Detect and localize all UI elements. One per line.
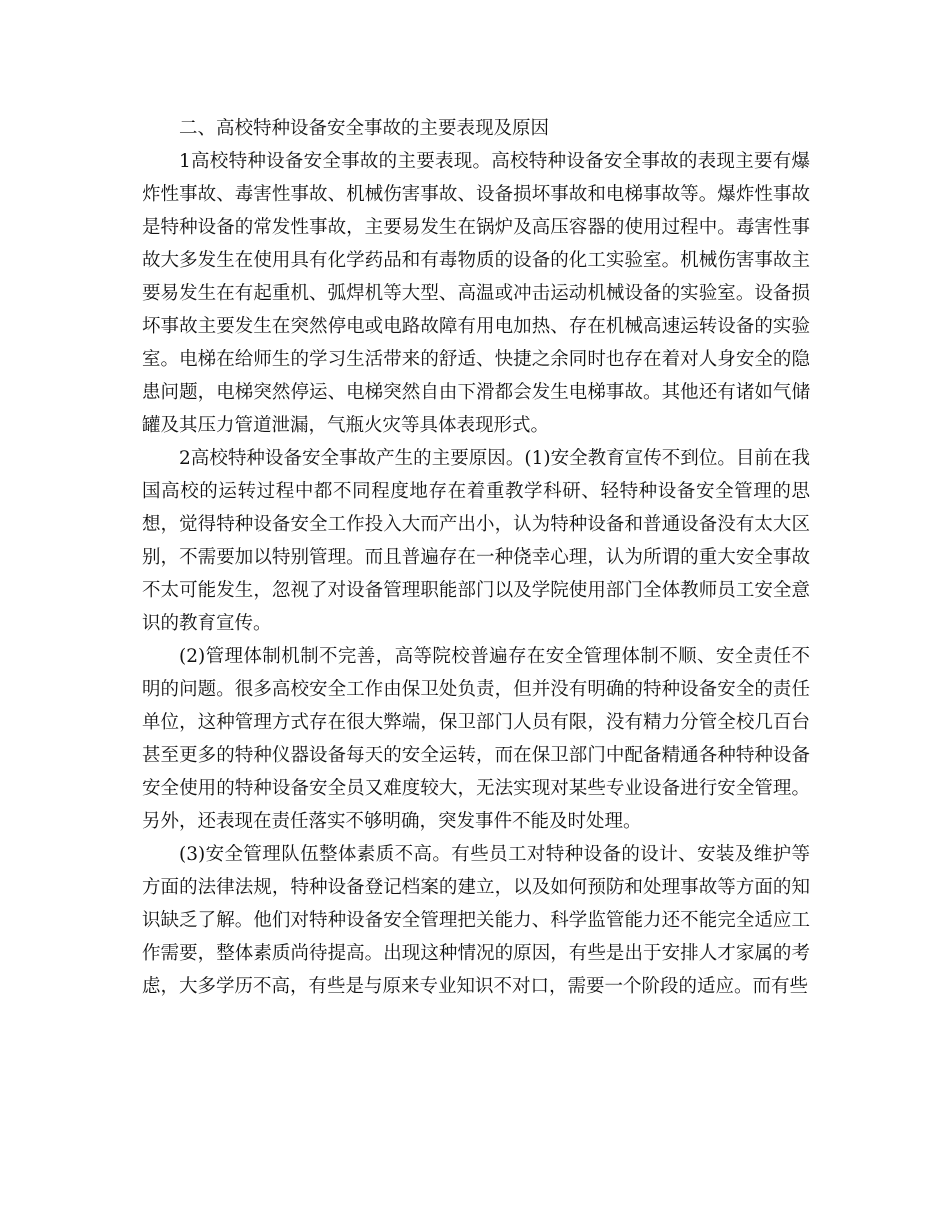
document-page [142, 112, 810, 1003]
paragraph-causes-management: (2)管理体制机制不完善，高等院校普遍存在安全管理体制不顺、安全责任不明的问题。很多高校安全工作由保卫处负责，但并没有明确的特种设备安全的责任单位，这种管理方式存在很大弊端，保卫部门人员有限，没有精力分管全校几百台甚至更多的特种仪器设备每天的安全运转，而在保卫部门中配备精通各种特种设备安全使用的特种设备安全员又难度较大，无法实现对某些专业设备进行安全管理。另外，还表现在责任落实不够明确，突发事件不能及时处理。 [142, 646, 810, 832]
paragraph-manifestations: 1高校特种设备安全事故的主要表现。高校特种设备安全事故的表现主要有爆炸性事故、毒害性事故、机械伤害事故、设备损坏事故和电梯事故等。爆炸性事故是特种设备的常发性事故，主要易发生在锅炉及高压容器的使用过程中。毒害性事故大多发生在使用具有化学药品和有毒物质的设备的化工实验室。机械伤害事故主要易发生在有起重机、弧焊机等大型、高温或冲击运动机械设备的实验室。设备损坏事故主要发生在突然停电或电路故障有用电加热、存在机械高速运转设备的实验室。电梯在给师生的学习生活带来的舒适、快捷之余同时也存在着对人身安全的隐患问题，电梯突然停运、电梯突然自由下滑都会发生电梯事故。其他还有诸如气储罐及其压力管道泄漏，气瓶火灾等具体表现形式。 [142, 151, 810, 436]
paragraph-causes-staff-quality: (3)安全管理队伍整体素质不高。有些员工对特种设备的设计、安装及维护等方面的法律法规，特种设备登记档案的建立，以及如何预防和处理事故等方面的知识缺乏了解。他们对特种设备安全管理把关能力、科学监管能力还不能完全适应工作需要，整体素质尚待提高。出现这种情况的原因，有些是出于安排人才家属的考虑，大多学历不高，有些是与原来专业知识不对口，需要一个阶段的适应。而有些 [142, 844, 810, 997]
paragraph-causes-education: 2高校特种设备安全事故产生的主要原因。(1)安全教育宣传不到位。目前在我国高校的运转过程中都不同程度地存在着重教学科研、轻特种设备安全管理的思想，觉得特种设备安全工作投入大而产出小，认为特种设备和普通设备没有太大区别，不需要加以特别管理。而且普遍存在一种侥幸心理，认为所谓的重大安全事故不太可能发生，忽视了对设备管理职能部门以及学院使用部门全体教师员工安全意识的教育宣传。 [142, 448, 810, 634]
section-heading: 二、高校特种设备安全事故的主要表现及原因 [179, 118, 550, 139]
